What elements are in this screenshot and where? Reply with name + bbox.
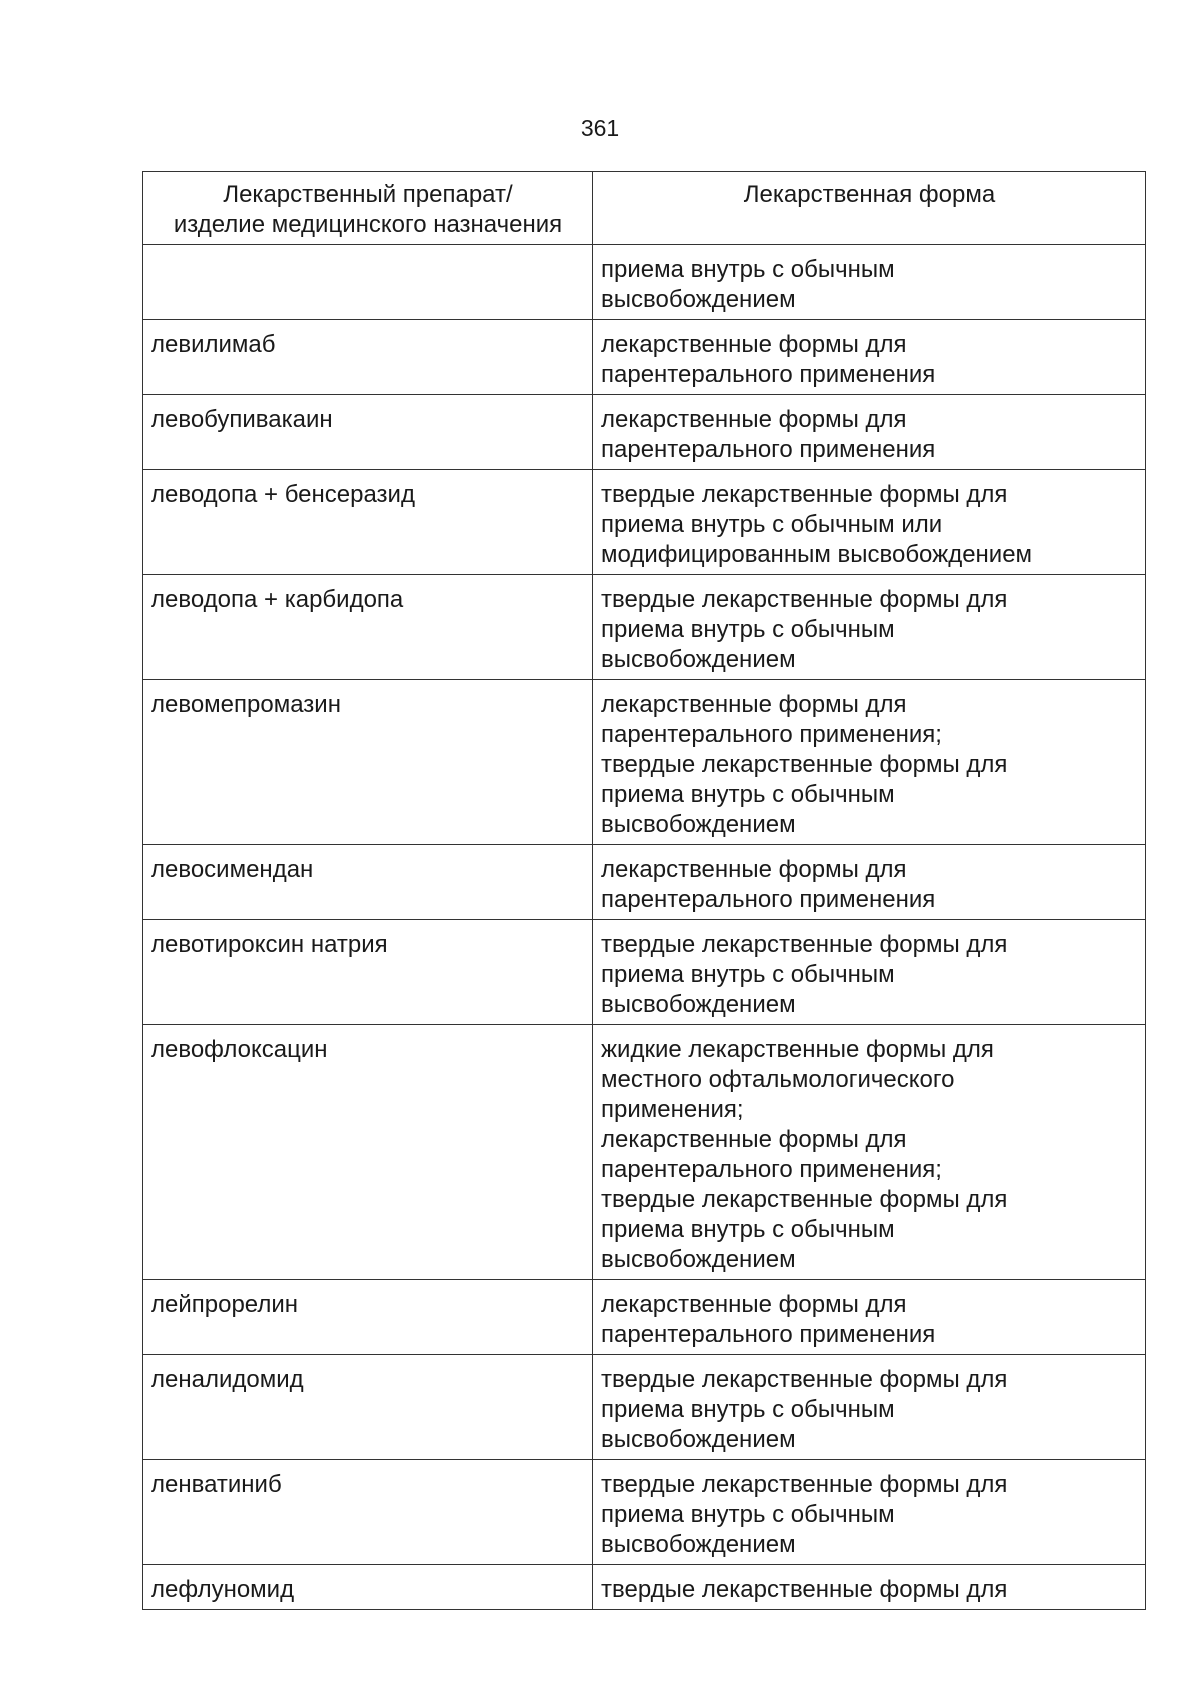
table-row <box>143 845 1146 920</box>
table-row <box>143 1025 1146 1280</box>
dosage-form-cell: приема внутрь с обычным высвобождением <box>593 245 1146 320</box>
drug-name-cell: лейпрорелин <box>143 1280 593 1355</box>
drug-name-cell: левобупивакаин <box>143 395 593 470</box>
drug-name-cell: левосимендан <box>143 845 593 920</box>
drug-name-cell: леводопа + бенсеразид <box>143 470 593 575</box>
dosage-form-cell: твердые лекарственные формы для <box>593 1565 1146 1610</box>
dosage-form-cell: лекарственные формы для парентерального применения <box>593 1280 1146 1355</box>
page-number: 361 <box>580 115 620 141</box>
table-header-row <box>143 172 1146 245</box>
drug-name-cell: левотироксин натрия <box>143 920 593 1025</box>
header-dosage-form: Лекарственная форма <box>593 172 1146 245</box>
table-row <box>143 680 1146 845</box>
dosage-form-cell: твердые лекарственные формы для приема внутрь с обычным высвобождением <box>593 575 1146 680</box>
header-drug-name: Лекарственный препарат/ изделие медицинского назначения <box>143 172 593 245</box>
drug-name-cell: левомепромазин <box>143 680 593 845</box>
dosage-form-cell: твердые лекарственные формы для приема внутрь с обычным высвобождением <box>593 1355 1146 1460</box>
table-row <box>143 1460 1146 1565</box>
table-row <box>143 320 1146 395</box>
dosage-form-cell: лекарственные формы для парентерального применения; твердые лекарственные формы для приема внутрь с обычным высвобождением <box>593 680 1146 845</box>
dosage-form-cell: твердые лекарственные формы для приема внутрь с обычным или модифицированным высвобождением <box>593 470 1146 575</box>
table-row <box>143 395 1146 470</box>
table-row <box>143 1280 1146 1355</box>
drug-name-cell: левилимаб <box>143 320 593 395</box>
dosage-form-cell: жидкие лекарственные формы для местного офтальмологического применения; лекарственные формы для парентерального применения; твердые лекарственные формы для приема внутрь с обычным высвобождением <box>593 1025 1146 1280</box>
table-row <box>143 1355 1146 1460</box>
dosage-form-cell: лекарственные формы для парентерального применения <box>593 845 1146 920</box>
table-row <box>143 1565 1146 1610</box>
table-row <box>143 245 1146 320</box>
dosage-form-cell: твердые лекарственные формы для приема внутрь с обычным высвобождением <box>593 920 1146 1025</box>
table-row <box>143 470 1146 575</box>
drug-name-cell: левофлоксацин <box>143 1025 593 1280</box>
dosage-form-cell: твердые лекарственные формы для приема внутрь с обычным высвобождением <box>593 1460 1146 1565</box>
drug-name-cell <box>143 245 593 320</box>
table-row <box>143 575 1146 680</box>
drug-name-cell: леводопа + карбидопа <box>143 575 593 680</box>
drug-forms-table <box>142 171 1146 1610</box>
drug-name-cell: леналидомид <box>143 1355 593 1460</box>
drug-name-cell: лефлуномид <box>143 1565 593 1610</box>
dosage-form-cell: лекарственные формы для парентерального применения <box>593 395 1146 470</box>
table-row <box>143 920 1146 1025</box>
dosage-form-cell: лекарственные формы для парентерального применения <box>593 320 1146 395</box>
drug-name-cell: ленватиниб <box>143 1460 593 1565</box>
